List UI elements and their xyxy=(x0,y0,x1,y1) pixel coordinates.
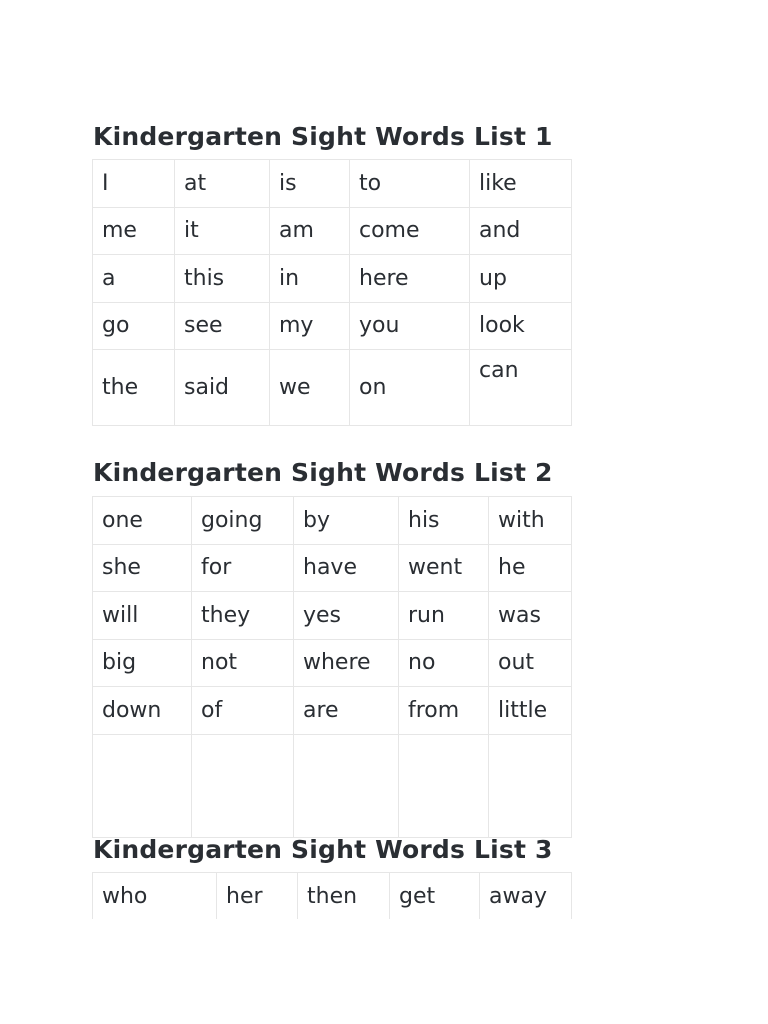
word-cell: a xyxy=(93,255,175,303)
word-cell: it xyxy=(175,207,270,255)
word-cell: my xyxy=(270,302,350,350)
word-cell: at xyxy=(175,160,270,208)
list-1-title: Kindergarten Sight Words List 1 xyxy=(93,122,553,151)
word-cell: little xyxy=(489,687,572,735)
word-cell xyxy=(93,734,192,837)
table-row xyxy=(93,687,572,735)
word-cell: for xyxy=(192,544,294,592)
word-cell: to xyxy=(350,160,470,208)
word-cell: where xyxy=(294,639,399,687)
word-cell xyxy=(399,734,489,837)
word-cell: she xyxy=(93,544,192,592)
list-1-table xyxy=(92,159,572,426)
word-cell: his xyxy=(399,497,489,545)
table-row xyxy=(93,544,572,592)
word-cell: he xyxy=(489,544,572,592)
word-cell: run xyxy=(399,592,489,640)
word-cell: and xyxy=(470,207,572,255)
word-cell: me xyxy=(93,207,175,255)
word-cell: away xyxy=(480,873,572,920)
table-row xyxy=(93,592,572,640)
table-row xyxy=(93,302,572,350)
word-cell: like xyxy=(470,160,572,208)
table-row xyxy=(93,207,572,255)
list-2-table xyxy=(92,496,572,838)
word-cell: from xyxy=(399,687,489,735)
word-cell: on xyxy=(350,350,470,426)
table-row xyxy=(93,160,572,208)
table-row xyxy=(93,639,572,687)
table-row xyxy=(93,497,572,545)
word-cell: of xyxy=(192,687,294,735)
word-cell: her xyxy=(217,873,298,920)
word-cell xyxy=(192,734,294,837)
word-cell: they xyxy=(192,592,294,640)
word-cell: come xyxy=(350,207,470,255)
word-cell: went xyxy=(399,544,489,592)
word-cell: no xyxy=(399,639,489,687)
word-cell: can xyxy=(470,350,572,426)
word-cell: out xyxy=(489,639,572,687)
word-cell: have xyxy=(294,544,399,592)
document-body xyxy=(92,0,572,919)
word-cell: big xyxy=(93,639,192,687)
word-cell: going xyxy=(192,497,294,545)
word-cell: one xyxy=(93,497,192,545)
word-cell: get xyxy=(390,873,480,920)
word-cell: will xyxy=(93,592,192,640)
word-cell: up xyxy=(470,255,572,303)
word-cell: by xyxy=(294,497,399,545)
list-3-title: Kindergarten Sight Words List 3 xyxy=(93,835,553,864)
word-cell: then xyxy=(298,873,390,920)
word-cell: said xyxy=(175,350,270,426)
word-cell: who xyxy=(93,873,217,920)
word-cell: are xyxy=(294,687,399,735)
word-cell: not xyxy=(192,639,294,687)
table-row xyxy=(93,734,572,837)
word-cell: yes xyxy=(294,592,399,640)
word-cell xyxy=(294,734,399,837)
word-cell: this xyxy=(175,255,270,303)
word-cell: am xyxy=(270,207,350,255)
word-cell: see xyxy=(175,302,270,350)
list-2-title: Kindergarten Sight Words List 2 xyxy=(93,458,553,487)
word-cell: look xyxy=(470,302,572,350)
word-cell xyxy=(489,734,572,837)
word-cell: the xyxy=(93,350,175,426)
table-row xyxy=(93,873,572,920)
word-cell: go xyxy=(93,302,175,350)
table-row xyxy=(93,255,572,303)
word-cell: in xyxy=(270,255,350,303)
word-cell: here xyxy=(350,255,470,303)
word-cell: was xyxy=(489,592,572,640)
word-cell: I xyxy=(93,160,175,208)
list-3-table xyxy=(92,872,572,919)
word-cell: is xyxy=(270,160,350,208)
word-cell: you xyxy=(350,302,470,350)
word-cell: we xyxy=(270,350,350,426)
word-cell: down xyxy=(93,687,192,735)
table-row xyxy=(93,350,572,426)
word-cell: with xyxy=(489,497,572,545)
